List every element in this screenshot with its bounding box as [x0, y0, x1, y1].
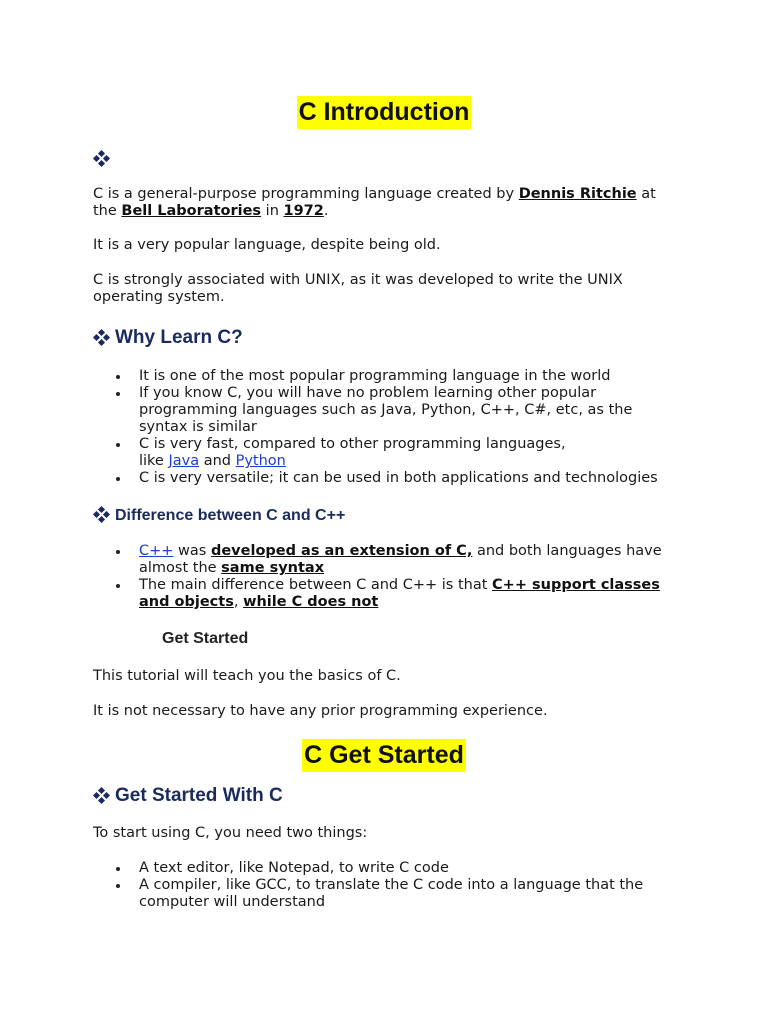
list-item: A text editor, like Notepad, to write C code	[93, 860, 693, 877]
four-diamond-bullet-icon	[93, 787, 109, 803]
heading-difference: Difference between C and C++	[93, 506, 345, 526]
intro-paragraph: C is a general-purpose programming language created by Dennis Ritchie at the Bell Laboratories in 1972.	[93, 186, 656, 219]
author-name: Dennis Ritchie	[518, 186, 637, 202]
section-title-c-introduction	[0, 96, 768, 129]
cpp-link[interactable]: C++	[139, 543, 174, 559]
year-link[interactable]: 1972	[283, 203, 324, 219]
heading-get-started-with-c: Get Started With C	[93, 785, 283, 807]
prior-paragraph: It is not necessary to have any prior programming experience.	[93, 703, 548, 719]
heading-why-learn-c: Why Learn C?	[93, 327, 243, 349]
difference-list	[93, 543, 693, 611]
java-link[interactable]: Java	[168, 453, 200, 469]
python-link[interactable]: Python	[235, 453, 286, 469]
basics-paragraph: This tutorial will teach you the basics of C.	[93, 668, 401, 684]
popular-paragraph: It is a very popular language, despite being old.	[93, 237, 441, 253]
list-item: C is very fast, compared to other programming languages, like Java and Python	[93, 436, 693, 470]
lab-name: Bell Laboratories	[121, 203, 262, 219]
list-item: The main difference between C and C++ is that C++ support classes and objects, while C does not	[93, 577, 693, 611]
why-list	[93, 368, 693, 487]
list-item: C is very versatile; it can be used in both applications and technologies	[93, 470, 693, 487]
four-diamond-bullet-icon	[93, 329, 109, 345]
list-item: A compiler, like GCC, to translate the C code into a language that the computer will understand	[93, 877, 669, 911]
need-paragraph: To start using C, you need two things:	[93, 825, 368, 841]
cpp-support-text: C++ support classes and objects	[139, 577, 660, 610]
need-list	[93, 860, 693, 911]
title-text: C Get Started	[302, 739, 466, 772]
heading-get-started: Get Started	[162, 630, 249, 647]
list-item: C++ was developed as an extension of C, and both languages have almost the same syntax	[93, 543, 693, 577]
while-c-text: while C does not	[243, 594, 379, 610]
unix-paragraph: C is strongly associated with UNIX, as it was developed to write the UNIX operating system.	[93, 272, 623, 305]
empty-heading	[93, 149, 109, 168]
list-item: If you know C, you will have no problem learning other popular programming languages such as Java, Python, C++, C#, etc, as the syntax is similar	[93, 385, 659, 436]
section-title-c-get-started	[0, 739, 768, 772]
four-diamond-bullet-icon	[93, 506, 109, 522]
title-text: C Introduction	[297, 96, 472, 129]
list-item: It is one of the most popular programming language in the world	[93, 368, 693, 385]
same-syntax-text: same syntax	[221, 560, 325, 576]
dev-ext-text: developed as an extension of C,	[210, 543, 473, 559]
four-diamond-bullet-icon	[93, 150, 109, 166]
